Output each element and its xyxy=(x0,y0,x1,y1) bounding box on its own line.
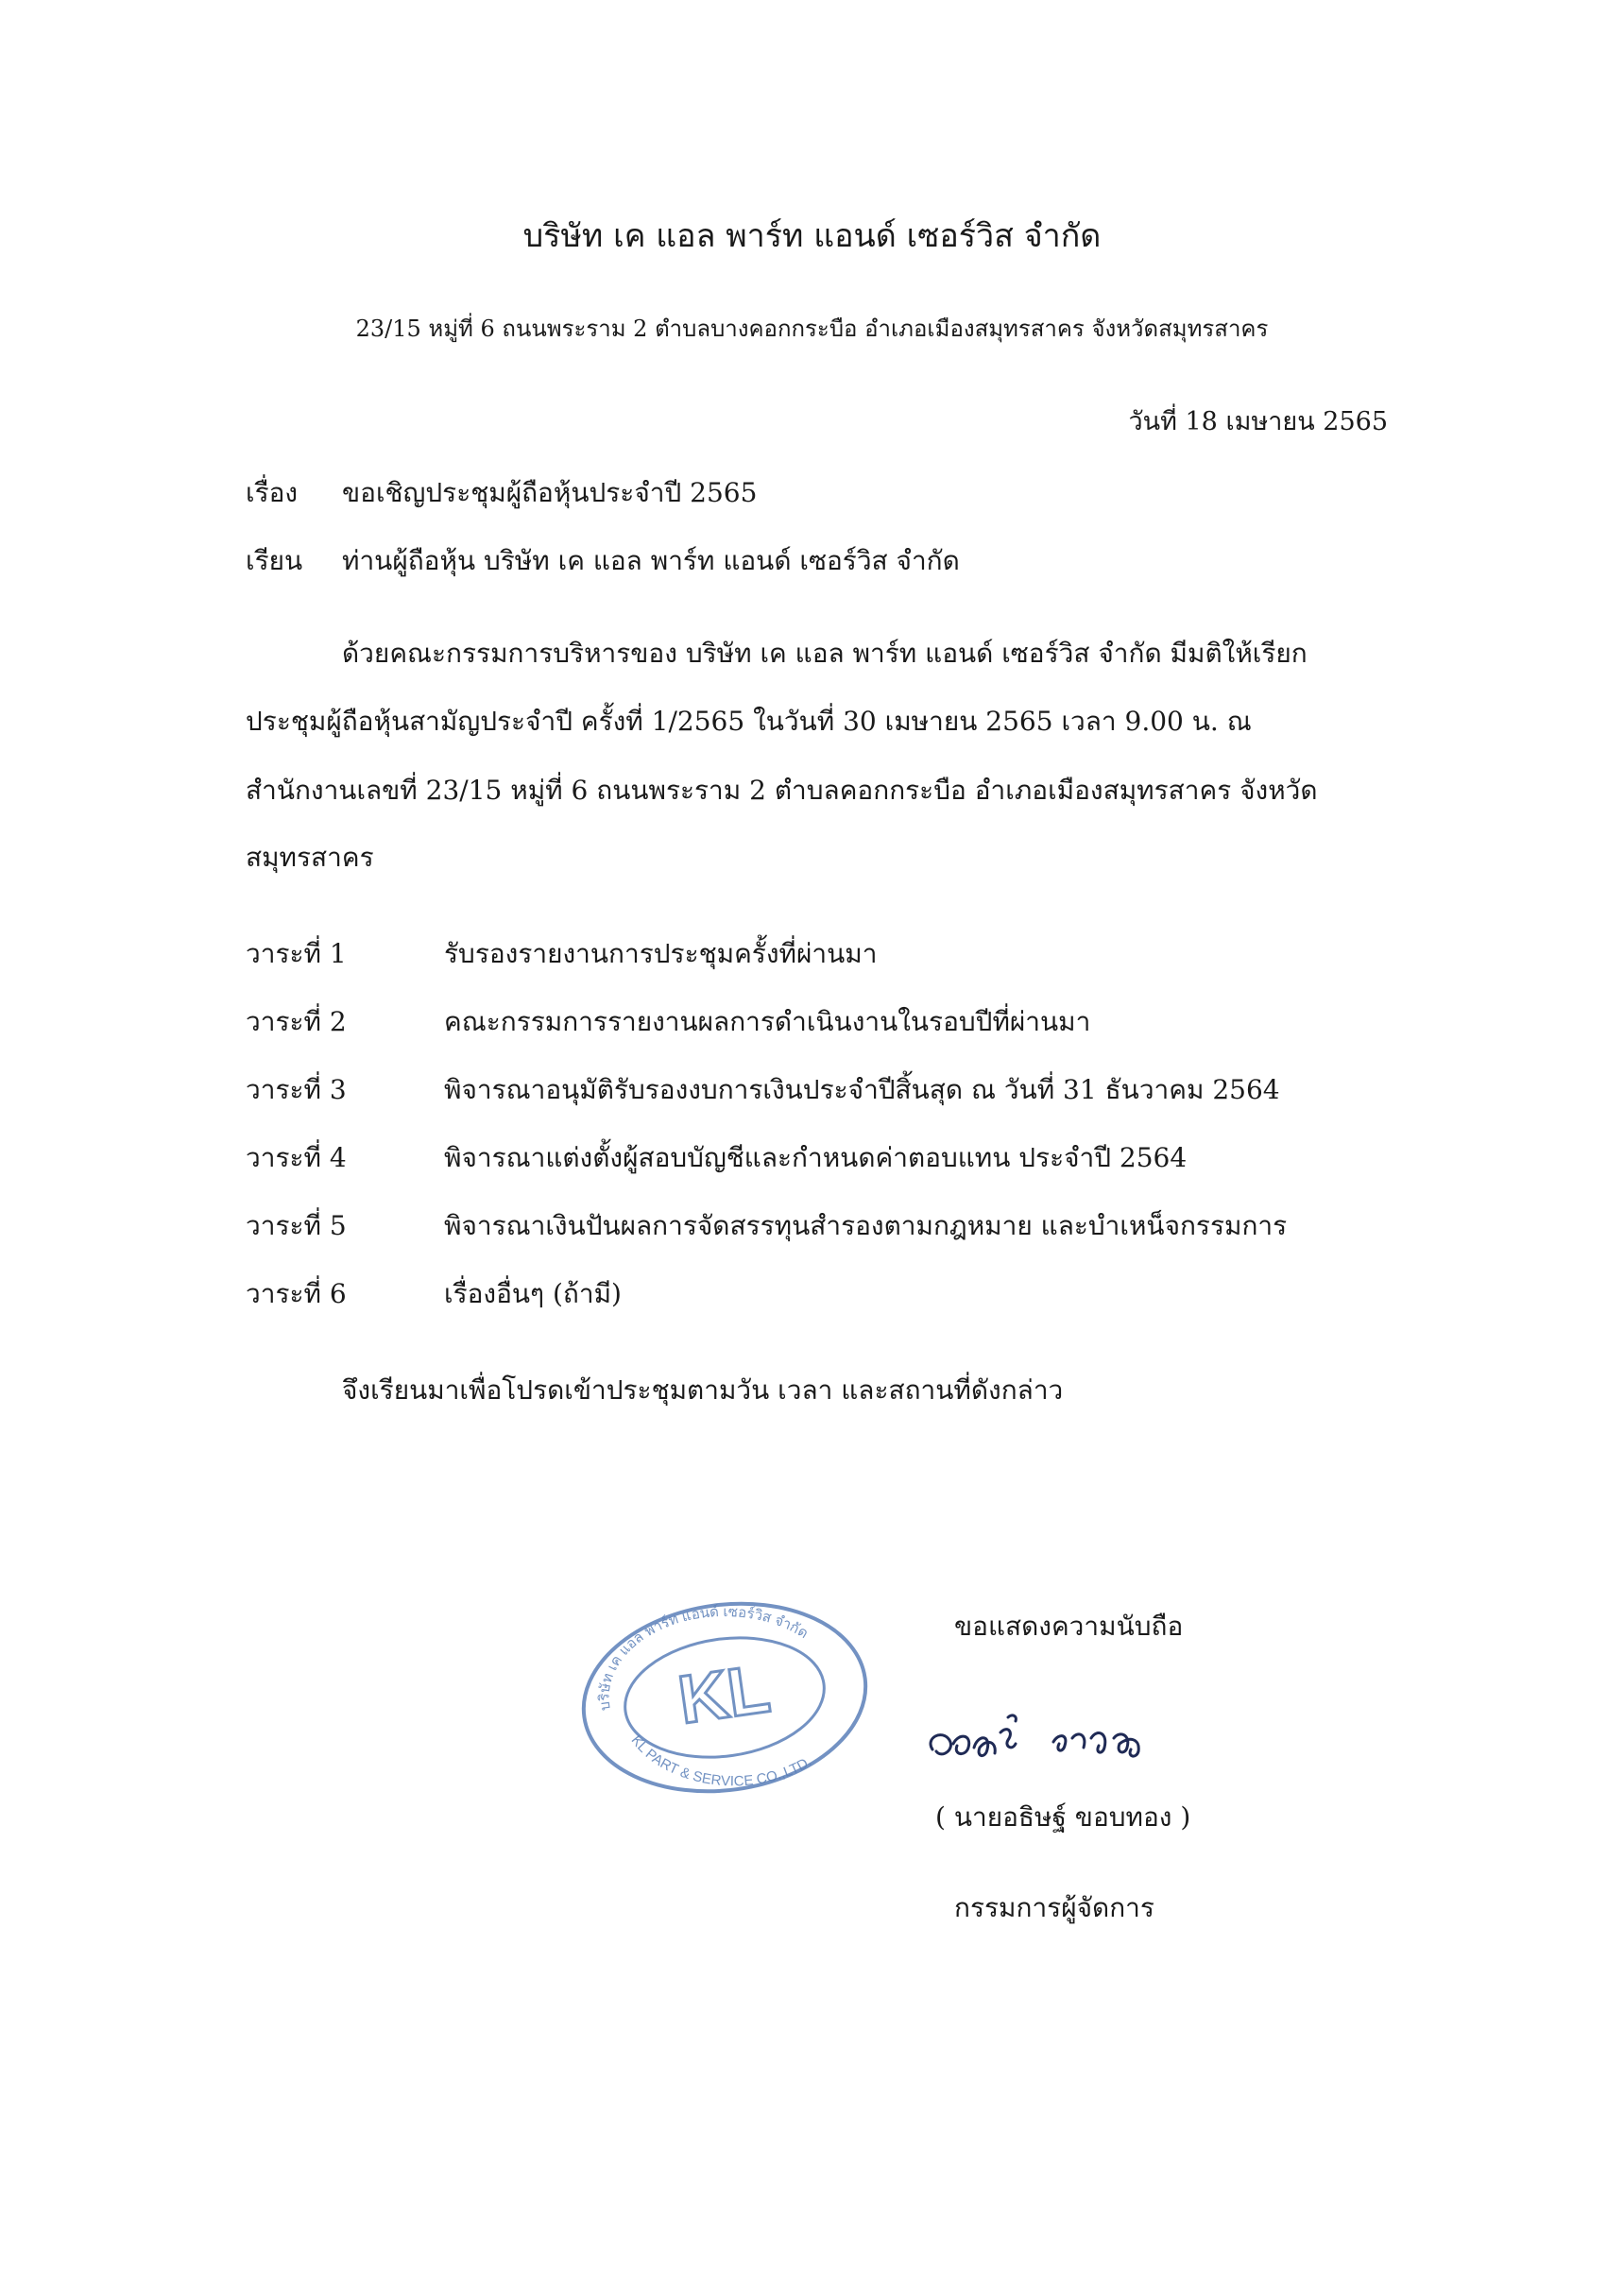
body-line-3: สำนักงานเลขที่ 23/15 หมู่ที่ 6 ถนนพระราม 2 ตำบลคอกกระบือ อำเภอเมืองสมุทรสาคร จังหวัด xyxy=(246,775,1318,806)
signer-name: ( นายอธิษฐ์ ขอบทอง ) xyxy=(935,1801,1191,1833)
agenda-label-2: วาระที่ 2 xyxy=(246,1006,347,1037)
closing-sentence: จึงเรียนมาเพื่อโปรดเข้าประชุมตามวัน เวลา และสถานที่ดังกล่าว xyxy=(342,1374,1064,1406)
agenda-label-3: วาระที่ 3 xyxy=(246,1074,347,1105)
stamp-ring-top: บริษัท เค แอล พาร์ท แอนด์ เซอร์วิส จำกัด xyxy=(596,1603,812,1712)
stamp-ring-bottom: KL PART & SERVICE CO.,LTD. xyxy=(627,1732,815,1790)
company-stamp xyxy=(574,1598,875,1797)
agenda-text-1: รับรองรายงานการประชุมครั้งที่ผ่านมา xyxy=(444,938,878,969)
subject-label: เรื่อง xyxy=(246,477,299,508)
subject-value: ขอเชิญประชุมผู้ถือหุ้นประจำปี 2565 xyxy=(342,477,758,508)
agenda-label-6: วาระที่ 6 xyxy=(246,1278,347,1309)
agenda-text-5: พิจารณาเงินปันผลการจัดสรรทุนสำรองตามกฎหมาย และบำเหน็จกรรมการ xyxy=(444,1210,1288,1241)
company-name: บริษัท เค แอล พาร์ท แอนด์ เซอร์วิส จำกัด xyxy=(522,217,1102,255)
respect-line: ขอแสดงความนับถือ xyxy=(954,1611,1184,1642)
letter-date: วันที่ 18 เมษายน 2565 xyxy=(1128,407,1388,436)
body-line-2: ประชุมผู้ถือหุ้นสามัญประจำปี ครั้งที่ 1/2565 ในวันที่ 30 เมษายน 2565 เวลา 9.00 น. ณ xyxy=(246,706,1252,737)
agenda-label-5: วาระที่ 5 xyxy=(246,1210,347,1241)
recipient-label: เรียน xyxy=(246,545,303,576)
body-line-4: สมุทรสาคร xyxy=(246,842,374,873)
body-line-1: ด้วยคณะกรรมการบริหารของ บริษัท เค แอล พาร์ท แอนด์ เซอร์วิส จำกัด มีมติให้เรียก xyxy=(342,638,1308,669)
company-address: 23/15 หมู่ที่ 6 ถนนพระราม 2 ตำบลบางคอกกระบือ อำเภอเมืองสมุทรสาคร จังหวัดสมุทรสาคร xyxy=(355,316,1269,342)
agenda-text-4: พิจารณาแต่งตั้งผู้สอบบัญชีและกำหนดค่าตอบแทน ประจำปี 2564 xyxy=(444,1142,1188,1173)
svg-text:KL PART & SERVICE CO.,LTD. xyxy=(628,1732,815,1789)
recipient-value: ท่านผู้ถือหุ้น บริษัท เค แอล พาร์ท แอนด์ เซอร์วิส จำกัด xyxy=(342,545,960,576)
handwritten-signature xyxy=(921,1700,1205,1776)
agenda-text-2: คณะกรรมการรายงานผลการดำเนินงานในรอบปีที่ผ่านมา xyxy=(444,1006,1091,1037)
agenda-label-1: วาระที่ 1 xyxy=(246,938,347,969)
agenda-text-6: เรื่องอื่นๆ (ถ้ามี) xyxy=(444,1278,622,1309)
agenda-label-4: วาระที่ 4 xyxy=(246,1142,347,1173)
stamp-monogram: KL xyxy=(674,1650,775,1739)
agenda-text-3: พิจารณาอนุมัติรับรองงบการเงินประจำปีสิ้นสุด ณ วันที่ 31 ธันวาคม 2564 xyxy=(444,1074,1280,1105)
signer-title: กรรมการผู้จัดการ xyxy=(954,1892,1154,1923)
